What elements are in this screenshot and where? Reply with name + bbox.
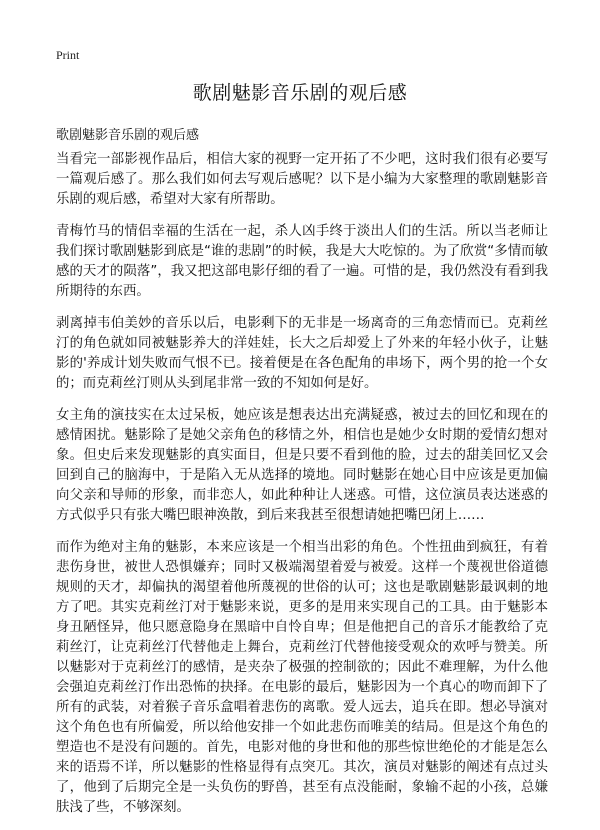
paragraph-2: 青梅竹马的情侣幸福的生活在一起，杀人凶手终于淡出人们的生活。所以当老师让我们探讨歌剧魅影到底是“谁的悲剧”的时候，我是大大吃惊的。为了欣赏“多情而敏感的天才的陨落”，我又把这部电影仔细的看了一遍。可惜的是，我仍然没有看到我所期待的东西。 (56, 224, 548, 299)
document-title: 歌剧魅影音乐剧的观后感 (192, 82, 408, 104)
paragraph-4: 女主角的演技实在太过呆板，她应该是想表达出充满疑惑，被过去的回忆和现在的感情困扰。魅影除了是她父亲角色的移情之外，相信也是她少女时期的爱情幻想对象。但史后来发现魅影的真实面目，但是只要不看到他的脸，过去的甜美回忆又会回到自己的脑海中，于是陷入无从选择的境地。同时魅影在她心目中应该是更加偏向父亲和导师的形象，而非恋人，如此种种让人迷惑。可惜，这位演员表达迷惑的方式似乎只有张大嘴巴眼神涣散，到后来我甚至很想请她把嘴巴闭上…… (56, 408, 548, 523)
document-body (56, 150, 548, 830)
paragraph-5: 而作为绝对主角的魅影，本来应该是一个相当出彩的角色。个性扭曲到疯狂，有着悲伤身世，被世人恐惧嫌弃；同时又极端渴望着爱与被爱。这样一个蔑视世俗道德规则的天才，却偏执的渴望着他所蔑视的世俗的认可；这也是歌剧魅影最讽刺的地方了吧。其实克莉丝汀对于魅影来说，更多的是用来实现自己的工具。由于魅影本身丑陋怪异，他只愿意隐身在黑暗中自怜自卑；但是他把自己的音乐才能教给了克莉丝汀，让克莉丝汀代替他走上舞台，克莉丝汀代替他接受观众的欢呼与赞美。所以魅影对于克莉丝汀的感情，是夹杂了极强的控制欲的；因此不难理解，为什么他会强迫克莉丝汀作出恐怖的抉择。在电影的最后，魅影因为一个真心的吻而卸下了所有的武装，对着猴子音乐盒唱着悲伤的离歌。爱人远去，追兵在即。想必导演对这个角色也有所偏爱，所以给他安排一个如此悲伤而唯美的结局。但是这个角色的塑造也不是没有问题的。首先，电影对他的身世和他的那些惊世绝伦的才能是怎么来的语焉不详，所以魅影的性格显得有点突兀。其次，演员对魅影的阐述有点过头了，他到了后期完全是一头负伤的野兽，甚至有点没能耐，象输不起的小孩，总嫌肤浅了些，不够深刻。 (56, 540, 548, 815)
paragraph-3: 剥离掉韦伯美妙的音乐以后，电影剩下的无非是一场离奇的三角恋情而已。克莉丝汀的角色就如同被魅影养大的洋娃娃，长大之后却爱上了外来的年轻小伙子，让魅影的'养成计划失败而气恨不已。接着便是在各色配角的串场下，两个男的抢一个女的；而克莉丝汀则从头到尾非常一致的不知如何是好。 (56, 316, 548, 391)
paragraph-intro: 当看完一部影视作品后，相信大家的视野一定开拓了不少吧，这时我们很有必要写一篇观后感了。那么我们如何去写观后感呢？以下是小编为大家整理的歌剧魅影音乐剧的观后感，希望对大家有所帮助。 (56, 152, 548, 207)
document-subtitle: 歌剧魅影音乐剧的观后感 (56, 128, 200, 143)
print-link[interactable]: Print (56, 48, 80, 62)
